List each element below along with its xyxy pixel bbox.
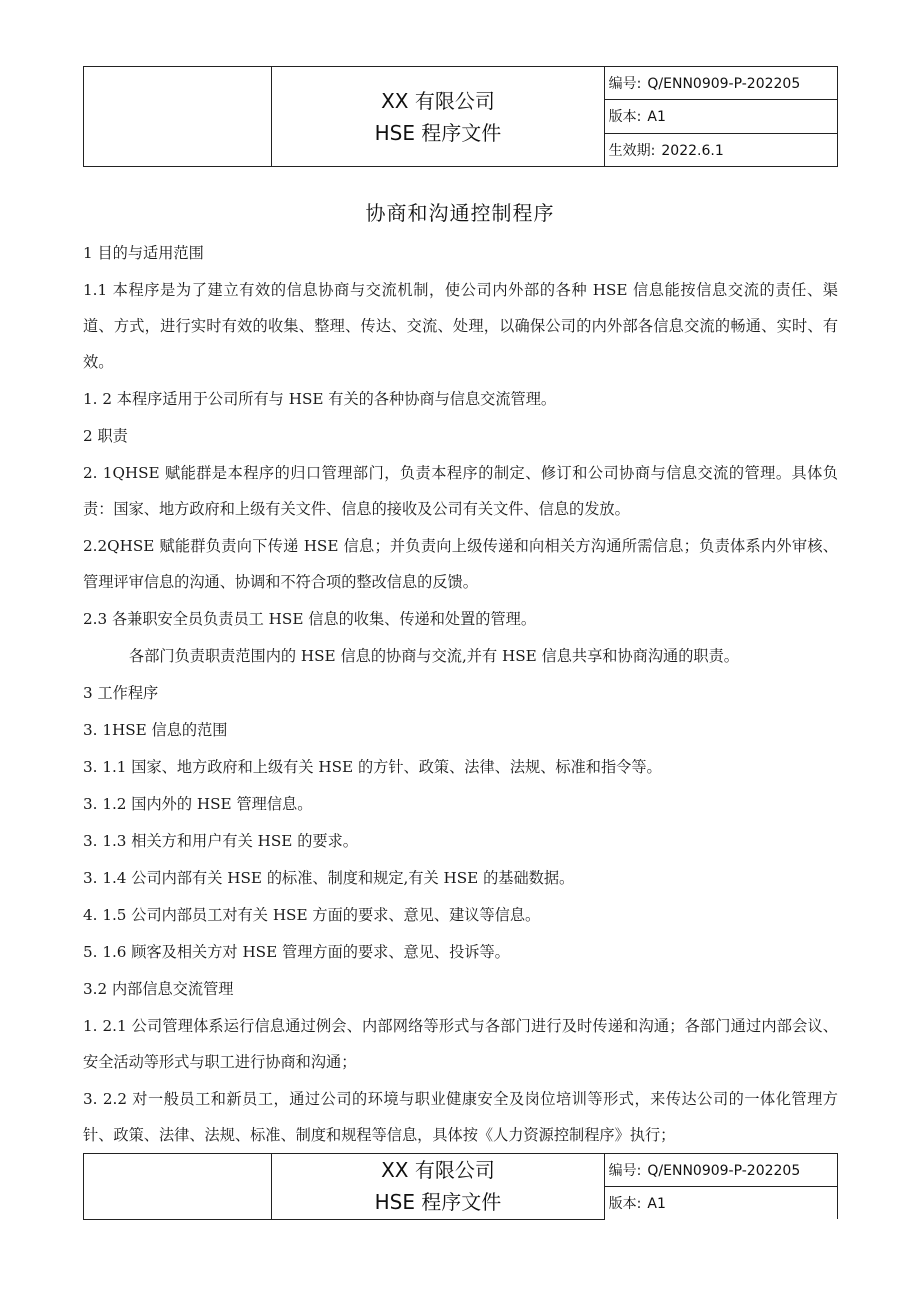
paragraph: 各部门负责职责范围内的 HSE 信息的协商与交流,并有 HSE 信息共享和协商沟通的职责。: [129, 647, 739, 665]
version-value: A1: [647, 109, 666, 126]
document-type: HSE 程序文件: [374, 1190, 502, 1215]
doc-number-label: 编号:: [608, 1163, 642, 1179]
header-title-cell: [272, 1154, 604, 1220]
section-heading: 3 工作程序: [83, 684, 159, 702]
header-title-cell: [272, 67, 604, 167]
effective-date-label: 生效期:: [608, 142, 656, 159]
paragraph: 3. 2.2 对一般员工和新员工，通过公司的环境与职业健康安全及岗位培训等形式，来传达公司的一体化管理方针、政策、法律、法规、标准、制度和规程等信息，具体按《人力资源控制程序》执行；: [83, 1090, 838, 1144]
version-label: 版本:: [608, 109, 642, 126]
version-label: 版本:: [608, 1196, 642, 1212]
paragraph: 3. 1.4 公司内部有关 HSE 的标准、制度和规定,有关 HSE 的基础数据。: [83, 869, 575, 887]
paragraph: 1.1 本程序是为了建立有效的信息协商与交流机制，使公司内外部的各种 HSE 信息能按信息交流的责任、渠道、方式，进行实时有效的收集、整理、传达、交流、处理，以确保公司的内外部各信息交流的畅通、实时、有效。: [83, 281, 838, 371]
doc-number-label: 编号:: [608, 76, 642, 93]
paragraph: 3. 1.3 相关方和用户有关 HSE 的要求。: [83, 832, 358, 850]
logo-cell: [84, 67, 272, 167]
section-heading: 1 目的与适用范围: [83, 244, 204, 262]
section-heading: 2 职责: [83, 427, 128, 445]
company-name: XX 有限公司: [381, 88, 495, 113]
logo-cell: [84, 1154, 272, 1220]
effective-date-cell: [604, 133, 837, 166]
paragraph: 4. 1.5 公司内部员工对有关 HSE 方面的要求、意见、建议等信息。: [83, 906, 541, 924]
effective-date-value: 2022.6.1: [661, 142, 724, 159]
doc-number-cell: [604, 67, 837, 100]
version-value: A1: [647, 1196, 666, 1212]
doc-number-value: Q/ENN0909-P-202205: [647, 76, 801, 93]
paragraph: 5. 1.6 顾客及相关方对 HSE 管理方面的要求、意见、投诉等。: [83, 943, 510, 961]
paragraph: 3. 1.1 国家、地方政府和上级有关 HSE 的方针、政策、法律、法规、标准和指令等。: [83, 758, 662, 776]
document-header-table: [83, 66, 838, 167]
subsection-heading: 3. 1HSE 信息的范围: [83, 721, 228, 739]
doc-number-value: Q/ENN0909-P-202205: [647, 1163, 801, 1179]
next-page-header-table: [83, 1153, 838, 1220]
document-body: [83, 244, 838, 1163]
subsection-heading: 3.2 内部信息交流管理: [83, 980, 234, 998]
document-title: 协商和沟通控制程序: [365, 201, 555, 225]
paragraph: 1. 2 本程序适用于公司所有与 HSE 有关的各种协商与信息交流管理。: [83, 390, 557, 408]
version-cell: [604, 1187, 837, 1220]
paragraph: 2. 1QHSE 赋能群是本程序的归口管理部门，负责本程序的制定、修订和公司协商与信息交流的管理。具体负责：国家、地方政府和上级有关文件、信息的接收及公司有关文件、信息的发放。: [83, 464, 838, 518]
paragraph: 2.2QHSE 赋能群负责向下传递 HSE 信息；并负责向上级传递和向相关方沟通所需信息；负责体系内外审核、管理评审信息的沟通、协调和不符合项的整改信息的反馈。: [83, 537, 838, 591]
paragraph: 1. 2.1 公司管理体系运行信息通过例会、内部网络等形式与各部门进行及时传递和沟通；各部门通过内部会议、安全活动等形式与职工进行协商和沟通；: [83, 1017, 838, 1071]
paragraph: 3. 1.2 国内外的 HSE 管理信息。: [83, 795, 313, 813]
version-cell: [604, 100, 837, 133]
doc-number-cell: [604, 1154, 837, 1187]
company-name: XX 有限公司: [381, 1158, 495, 1183]
paragraph: 2.3 各兼职安全员负责员工 HSE 信息的收集、传递和处置的管理。: [83, 610, 537, 628]
document-type: HSE 程序文件: [374, 120, 502, 145]
